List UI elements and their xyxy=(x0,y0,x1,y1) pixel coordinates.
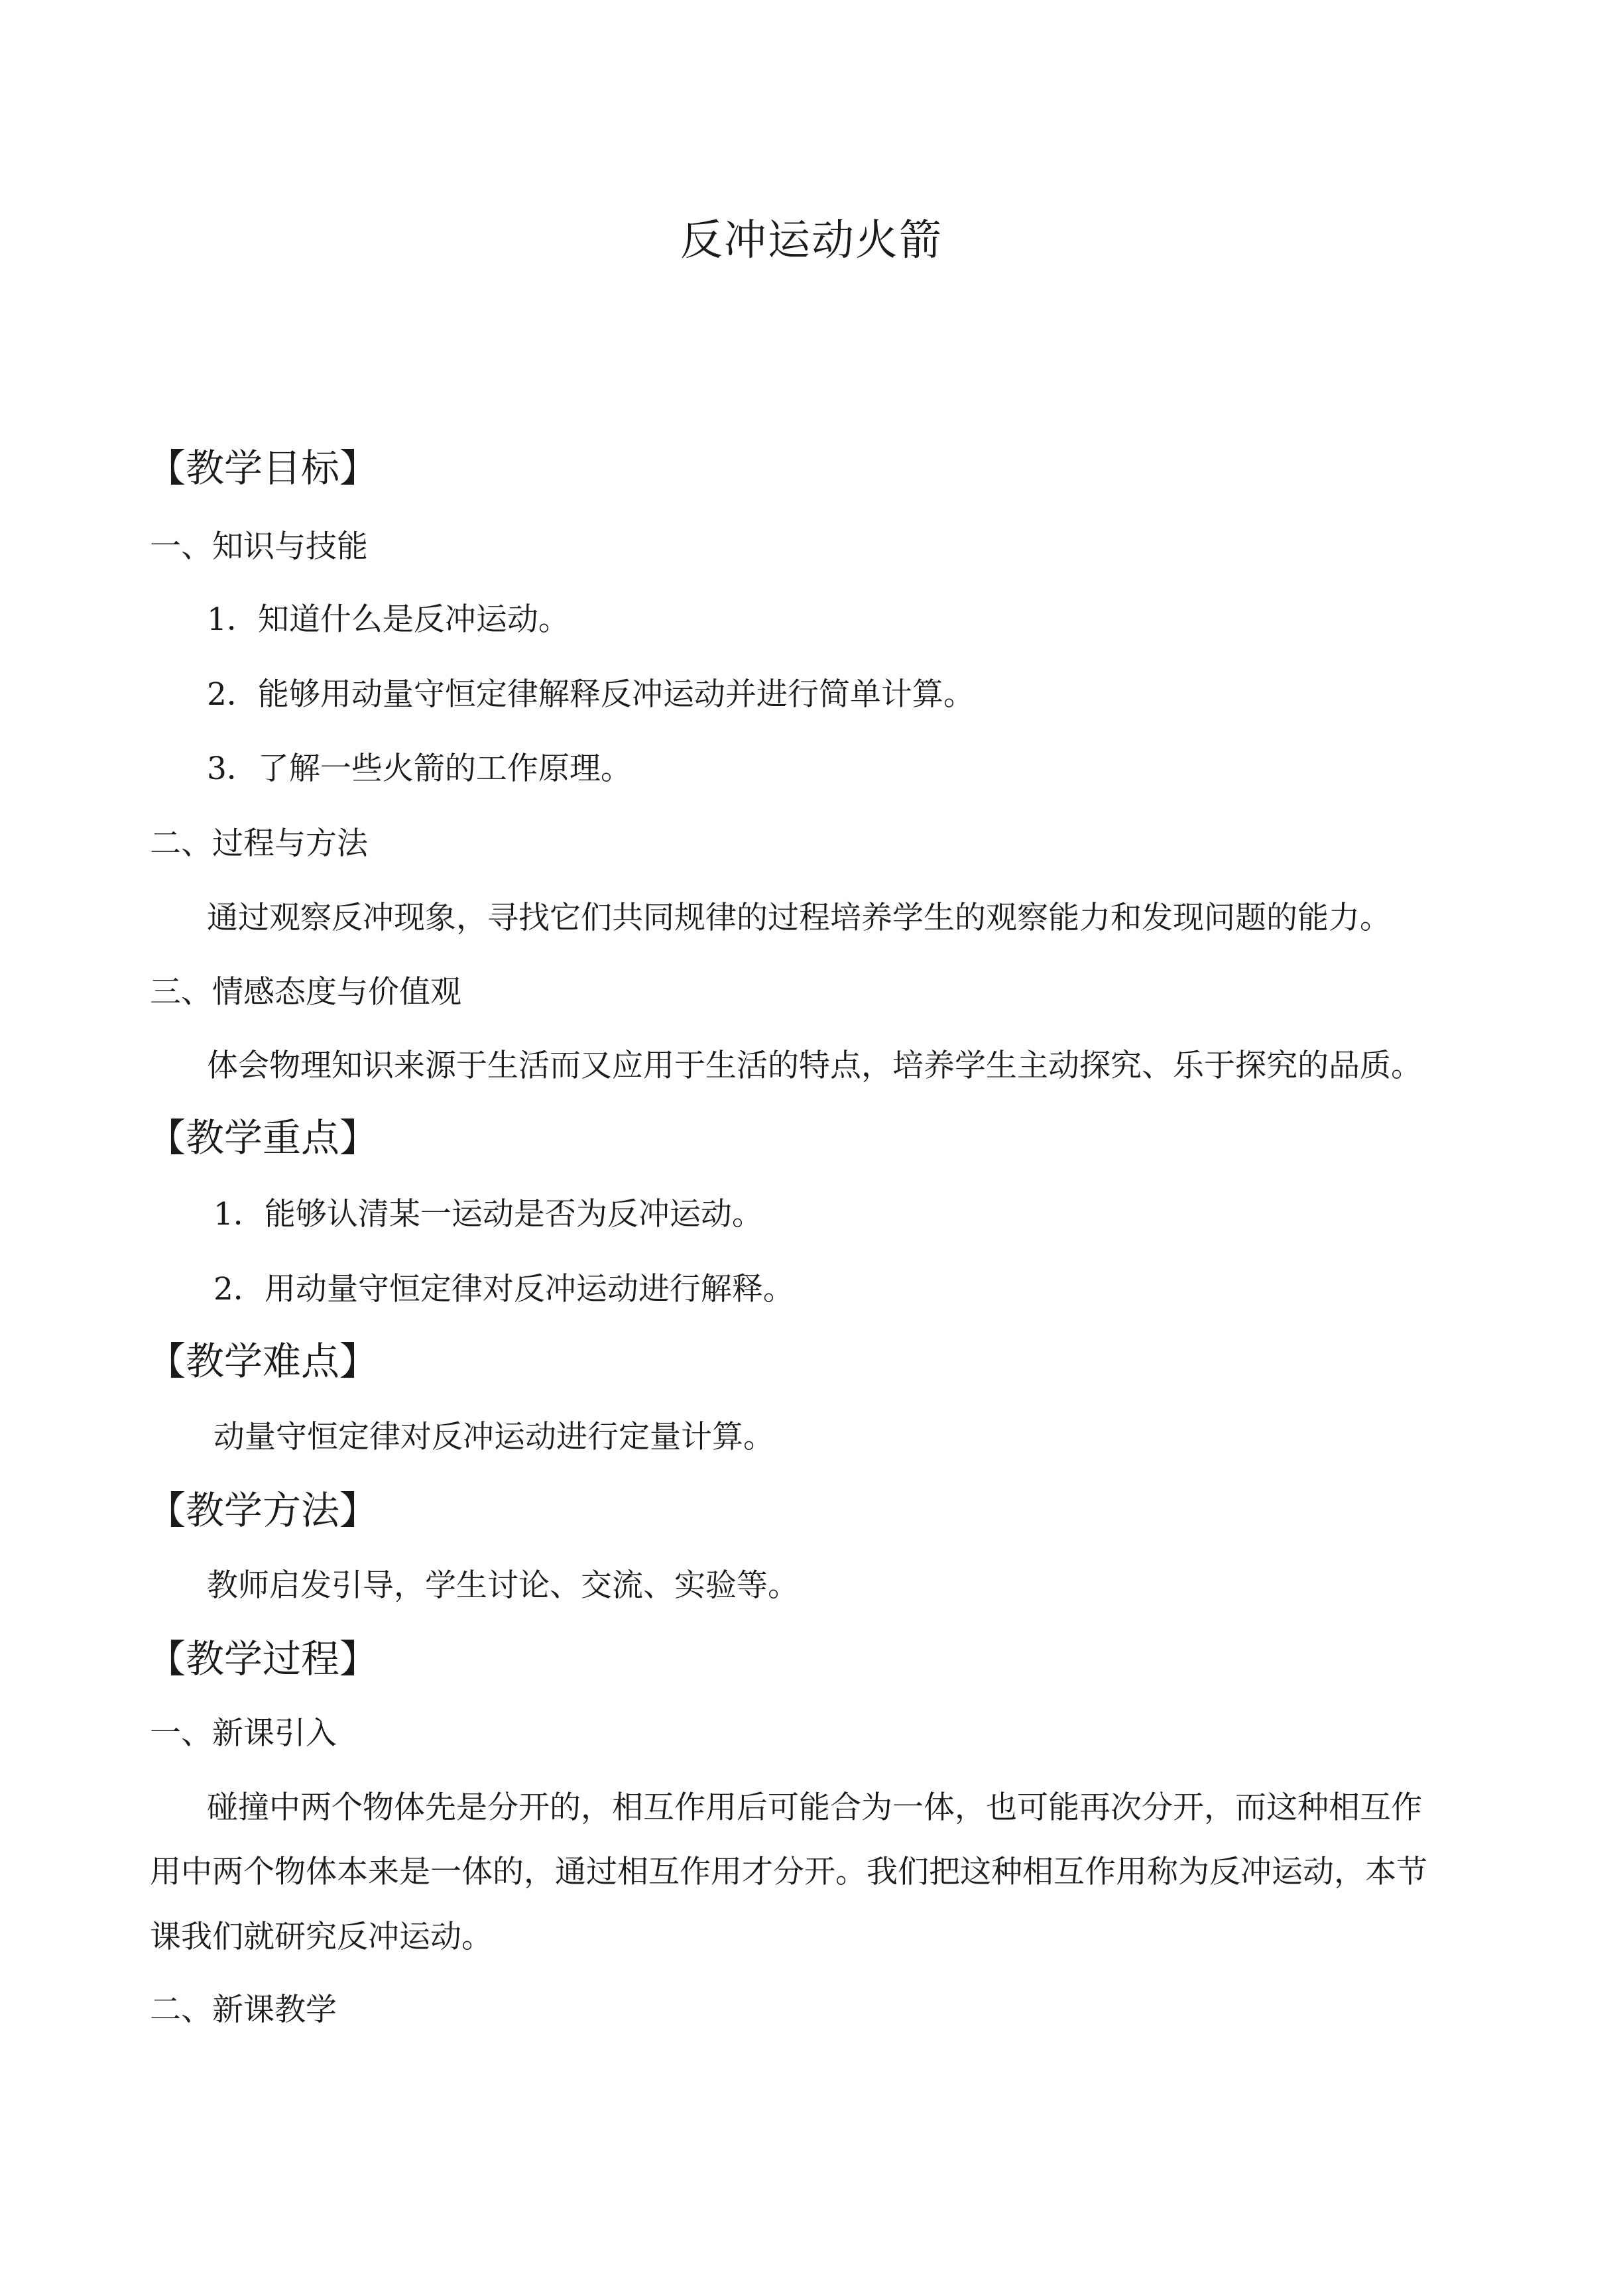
process-heading: 二、过程与方法 xyxy=(150,825,368,862)
process-text: 通过观察反冲现象，寻找它们共同规律的过程培养学生的观察能力和发现问题的能力。 xyxy=(207,900,1391,936)
intro-heading: 一、新课引入 xyxy=(150,1715,337,1752)
emotion-heading: 三、情感态度与价值观 xyxy=(150,974,461,1010)
keypoints-item-2: 2．用动量守恒定律对反冲运动进行解释。 xyxy=(213,1271,794,1307)
knowledge-item-3: 3．了解一些火箭的工作原理。 xyxy=(207,751,632,787)
emotion-text: 体会物理知识来源于生活而又应用于生活的特点，培养学生主动探究、乐于探究的品质。 xyxy=(207,1048,1422,1084)
procedure-heading: 【教学过程】 xyxy=(147,1636,379,1681)
teaching-heading: 二、新课教学 xyxy=(150,1992,337,2028)
objectives-heading: 【教学目标】 xyxy=(147,446,379,491)
intro-line-3: 课我们就研究反冲运动。 xyxy=(150,1919,493,1955)
keypoints-heading: 【教学重点】 xyxy=(147,1115,379,1160)
intro-line-2: 用中两个物体本来是一体的，通过相互作用才分开。我们把这种相互作用称为反冲运动，本节 xyxy=(150,1854,1427,1890)
knowledge-heading: 一、知识与技能 xyxy=(150,528,368,565)
method-heading: 【教学方法】 xyxy=(147,1488,379,1533)
method-text: 教师启发引导，学生讨论、交流、实验等。 xyxy=(207,1567,799,1604)
intro-line-1: 碰撞中两个物体先是分开的，相互作用后可能合为一体，也可能再次分开，而这种相互作 xyxy=(207,1789,1422,1826)
difficulty-heading: 【教学难点】 xyxy=(147,1339,379,1384)
document-title: 反冲运动火箭 xyxy=(680,216,943,265)
difficulty-text: 动量守恒定律对反冲运动进行定量计算。 xyxy=(213,1419,774,1455)
keypoints-item-1: 1．能够认清某一运动是否为反冲运动。 xyxy=(213,1196,763,1233)
knowledge-item-1: 1．知道什么是反冲运动。 xyxy=(207,601,570,638)
knowledge-item-2: 2．能够用动量守恒定律解释反冲运动并进行简单计算。 xyxy=(207,676,975,713)
